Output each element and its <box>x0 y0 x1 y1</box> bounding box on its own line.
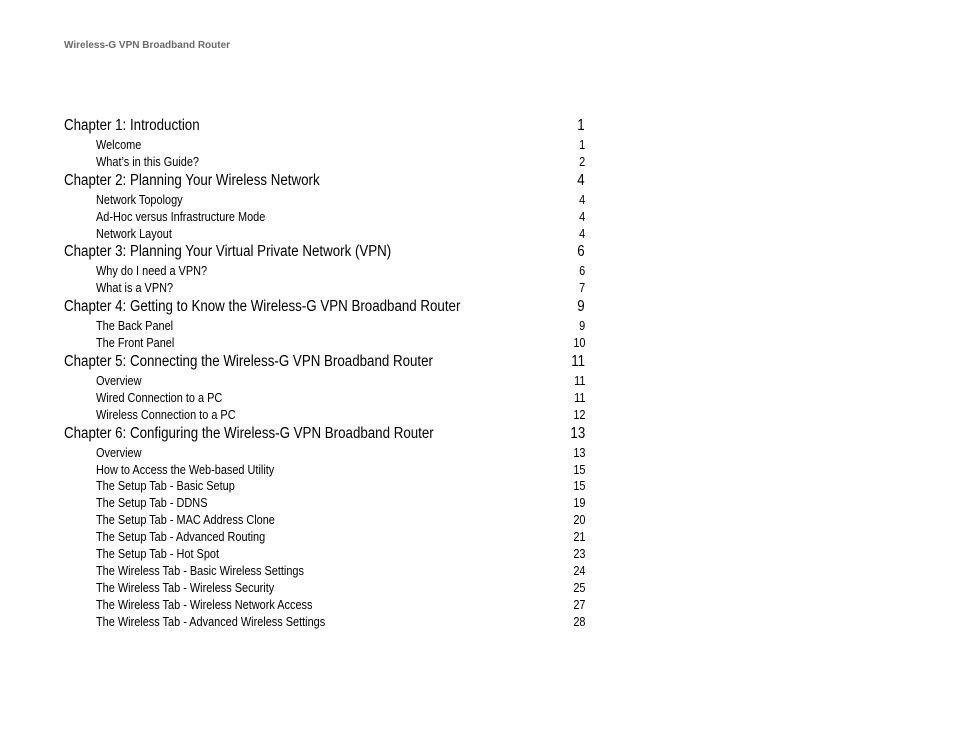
toc-entry-title: The Wireless Tab - Advanced Wireless Settings <box>96 613 326 629</box>
toc-section-entry[interactable] <box>64 191 585 208</box>
toc-section-entry[interactable] <box>64 477 585 494</box>
toc-entry-title: The Setup Tab - Advanced Routing <box>96 529 266 545</box>
toc-entry-title: How to Access the Web-based Utility <box>96 461 275 477</box>
toc-entry-title: Wireless Connection to a PC <box>96 406 236 422</box>
toc-entry-title: Ad-Hoc versus Infrastructure Mode <box>96 208 266 224</box>
toc-section-entry[interactable] <box>64 372 585 389</box>
toc-entry-page-number: 9 <box>577 298 585 316</box>
toc-section-entry[interactable] <box>64 596 585 613</box>
toc-entry-title: Overview <box>96 373 142 389</box>
toc-section-entry[interactable] <box>64 389 585 406</box>
toc-entry-page-number: 28 <box>572 613 585 629</box>
toc-entry-page-number: 20 <box>572 512 585 528</box>
toc-entry-page-number: 7 <box>578 280 585 296</box>
toc-entry-page-number: 2 <box>578 153 585 169</box>
toc-entry-page-number: 13 <box>572 444 585 460</box>
toc-section-entry[interactable] <box>64 579 585 596</box>
toc-entry-page-number: 27 <box>572 596 585 612</box>
toc-section-entry[interactable] <box>64 153 585 170</box>
toc-entry-title: The Wireless Tab - Wireless Network Access <box>96 596 313 612</box>
toc-section-entry[interactable] <box>64 136 585 153</box>
toc-entry-title: Chapter 6: Configuring the Wireless-G VPN Broadband Router <box>64 424 434 442</box>
toc-entry-page-number: 19 <box>572 495 585 511</box>
toc-entry-page-number: 4 <box>578 208 585 224</box>
table-of-contents <box>64 116 585 629</box>
toc-chapter-entry[interactable] <box>64 352 585 371</box>
running-header: Wireless-G VPN Broadband Router <box>64 40 231 51</box>
toc-entry-page-number: 13 <box>570 424 585 442</box>
toc-entry-page-number: 11 <box>571 353 585 371</box>
toc-entry-title: The Wireless Tab - Basic Wireless Settings <box>96 562 304 578</box>
toc-section-entry[interactable] <box>64 494 585 511</box>
toc-entry-title: The Setup Tab - Basic Setup <box>96 478 235 494</box>
toc-entry-page-number: 15 <box>572 461 585 477</box>
toc-section-entry[interactable] <box>64 461 585 478</box>
toc-chapter-entry[interactable] <box>64 242 585 261</box>
toc-chapter-entry[interactable] <box>64 424 585 443</box>
toc-entry-title: Chapter 4: Getting to Know the Wireless-G VPN Broadband Router <box>64 298 461 316</box>
toc-section-entry[interactable] <box>64 279 585 296</box>
toc-section-entry[interactable] <box>64 545 585 562</box>
toc-section-entry[interactable] <box>64 444 585 461</box>
toc-section-entry[interactable] <box>64 317 585 334</box>
toc-entry-title: The Setup Tab - MAC Address Clone <box>96 512 275 528</box>
toc-entry-page-number: 11 <box>573 389 585 405</box>
toc-entry-page-number: 1 <box>577 117 585 134</box>
toc-entry-page-number: 15 <box>572 478 585 494</box>
toc-section-entry[interactable] <box>64 225 585 242</box>
toc-entry-page-number: 21 <box>572 529 585 545</box>
toc-entry-page-number: 24 <box>572 562 585 578</box>
toc-entry-title: The Setup Tab - DDNS <box>96 495 208 511</box>
toc-section-entry[interactable] <box>64 334 585 351</box>
toc-entry-title: What’s in this Guide? <box>96 153 199 169</box>
toc-entry-page-number: 9 <box>578 318 585 334</box>
toc-entry-page-number: 23 <box>572 546 585 562</box>
toc-entry-page-number: 6 <box>577 243 585 261</box>
toc-entry-title: The Front Panel <box>96 335 175 351</box>
toc-entry-title: The Setup Tab - Hot Spot <box>96 546 220 562</box>
toc-entry-title: Chapter 2: Planning Your Wireless Network <box>64 171 320 189</box>
toc-entry-page-number: 11 <box>573 373 585 389</box>
toc-entry-title: Chapter 3: Planning Your Virtual Private Network (VPN) <box>64 243 392 261</box>
toc-section-entry[interactable] <box>64 562 585 579</box>
toc-entry-title: Chapter 5: Connecting the Wireless-G VPN Broadband Router <box>64 353 433 371</box>
toc-entry-title: Wired Connection to a PC <box>96 389 223 405</box>
toc-entry-page-number: 6 <box>578 263 585 279</box>
toc-entry-title: What is a VPN? <box>96 280 174 296</box>
toc-entry-title: Welcome <box>96 137 142 152</box>
toc-entry-page-number: 4 <box>578 225 585 241</box>
toc-section-entry[interactable] <box>64 262 585 279</box>
toc-section-entry[interactable] <box>64 406 585 423</box>
toc-entry-title: Network Topology <box>96 191 183 207</box>
toc-entry-page-number: 4 <box>577 171 585 189</box>
toc-chapter-entry[interactable] <box>64 116 585 135</box>
toc-entry-page-number: 12 <box>572 406 585 422</box>
toc-entry-title: Network Layout <box>96 225 172 241</box>
toc-section-entry[interactable] <box>64 208 585 225</box>
toc-section-entry[interactable] <box>64 613 585 630</box>
toc-entry-title: Why do I need a VPN? <box>96 263 208 279</box>
toc-entry-page-number: 1 <box>578 137 585 152</box>
toc-chapter-entry[interactable] <box>64 297 585 316</box>
toc-entry-title: The Wireless Tab - Wireless Security <box>96 579 275 595</box>
toc-entry-title: Overview <box>96 444 142 460</box>
toc-chapter-entry[interactable] <box>64 171 585 190</box>
toc-section-entry[interactable] <box>64 511 585 528</box>
toc-entry-page-number: 10 <box>572 335 585 351</box>
toc-section-entry[interactable] <box>64 528 585 545</box>
toc-entry-page-number: 25 <box>572 579 585 595</box>
toc-entry-title: The Back Panel <box>96 318 174 334</box>
toc-entry-page-number: 4 <box>578 191 585 207</box>
toc-entry-title: Chapter 1: Introduction <box>64 117 200 134</box>
